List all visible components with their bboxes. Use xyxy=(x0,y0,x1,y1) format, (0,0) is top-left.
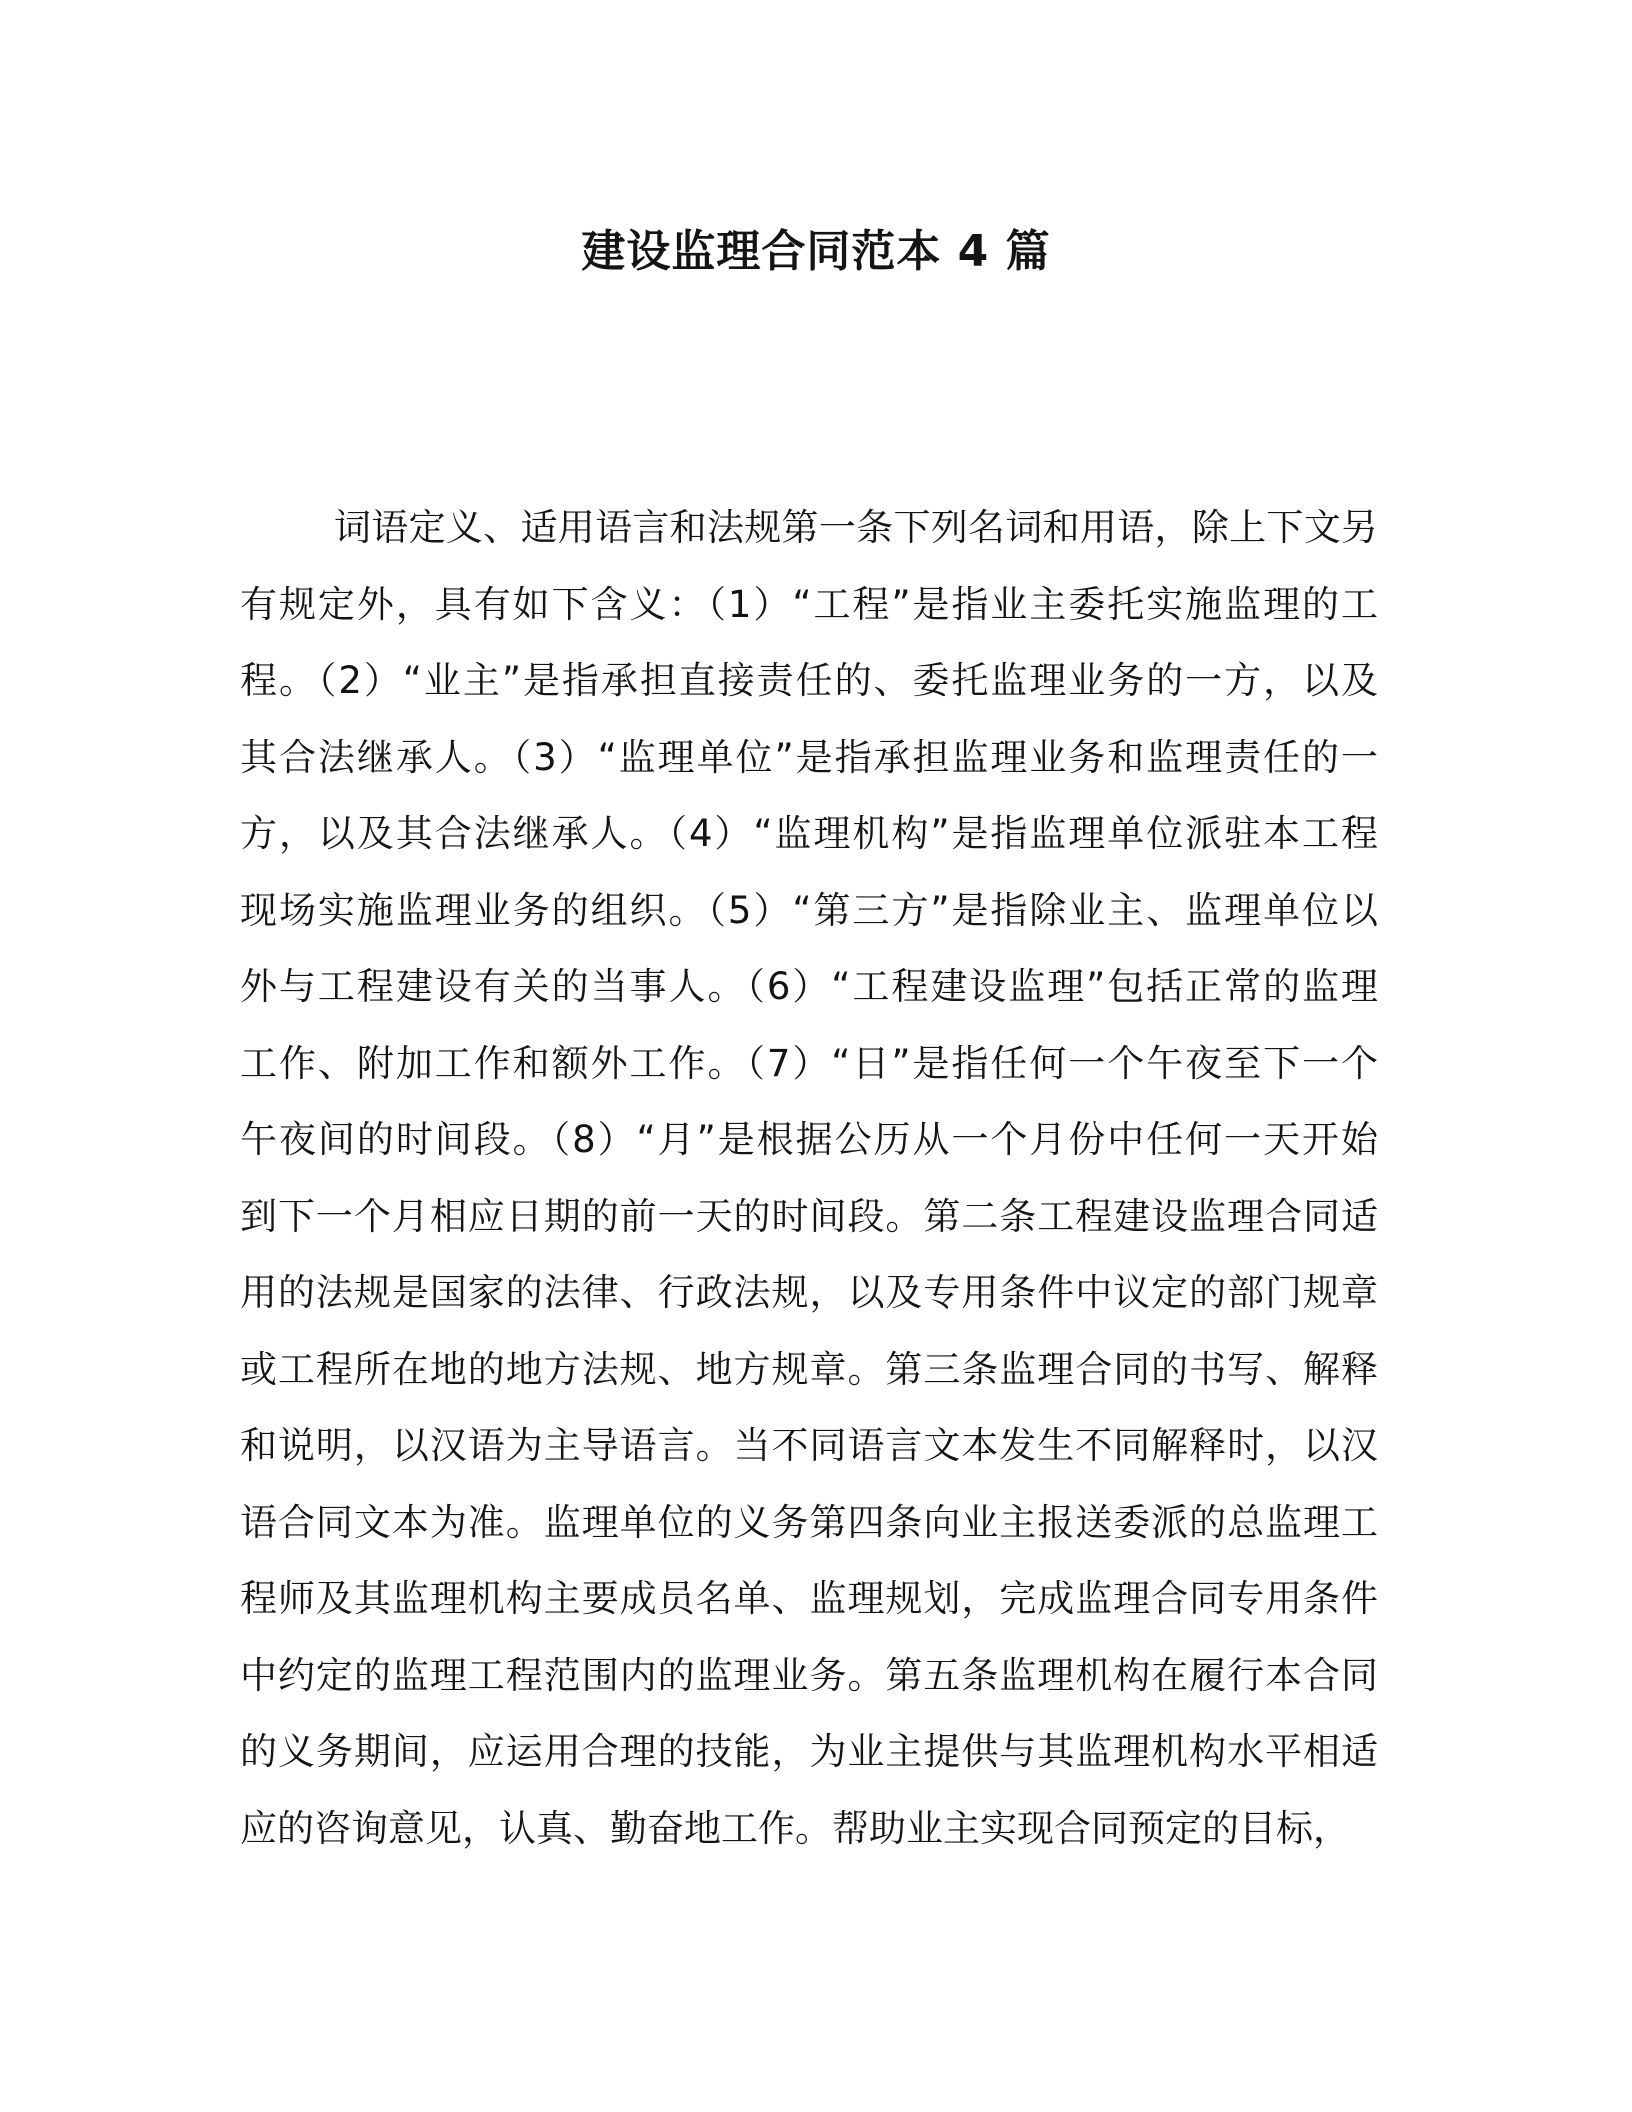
body-line: 中约定的监理工程范围内的监理业务。第五条监理机构在履行本合同 xyxy=(240,1653,1378,1697)
body-line: 工作、附加工作和额外工作。（7）“日”是指任何一个午夜至下一个 xyxy=(240,1041,1378,1085)
body-line: 用的法规是国家的法律、行政法规，以及专用条件中议定的部门规章 xyxy=(240,1271,1378,1314)
body-line: 有规定外，具有如下含义：（1）“工程”是指业主委托实施监理的工 xyxy=(240,582,1378,626)
body-line: 现场实施监理业务的组织。（5）“第三方”是指除业主、监理单位以 xyxy=(240,888,1378,932)
body-line: 外与工程建设有关的当事人。（6）“工程建设监理”包括正常的监理 xyxy=(240,965,1378,1008)
body-line: 应的咨询意见，认真、勤奋地工作。帮助业主实现合同预定的目标， xyxy=(240,1806,1350,1850)
body-line: 午夜间的时间段。（8）“月”是根据公历从一个月份中任何一天开始 xyxy=(240,1118,1378,1161)
body-line: 方，以及其合法继承人。（4）“监理机构”是指监理单位派驻本工程 xyxy=(240,812,1378,855)
body-line: 词语定义、适用语言和法规第一条下列名词和用语，除上下文另 xyxy=(334,506,1378,549)
body-line: 到下一个月相应日期的前一天的时间段。第二条工程建设监理合同适 xyxy=(240,1194,1378,1238)
body-line: 的义务期间，应运用合理的技能，为业主提供与其监理机构水平相适 xyxy=(240,1730,1378,1773)
body-line: 或工程所在地的地方法规、地方规章。第三条监理合同的书写、解释 xyxy=(240,1347,1378,1391)
document-title: 建设监理合同范本 4 篇 xyxy=(581,226,1051,277)
body-line: 程师及其监理机构主要成员名单、监理规划，完成监理合同专用条件 xyxy=(240,1577,1378,1620)
body-line: 语合同文本为准。监理单位的义务第四条向业主报送委派的总监理工 xyxy=(240,1500,1378,1544)
body-line: 程。（2）“业主”是指承担直接责任的、委托监理业务的一方，以及 xyxy=(240,659,1378,702)
document-body xyxy=(240,490,1378,1867)
body-line: 其合法继承人。（3）“监理单位”是指承担监理业务和监理责任的一 xyxy=(240,735,1378,779)
body-line: 和说明，以汉语为主导语言。当不同语言文本发生不同解释时，以汉 xyxy=(240,1424,1378,1467)
